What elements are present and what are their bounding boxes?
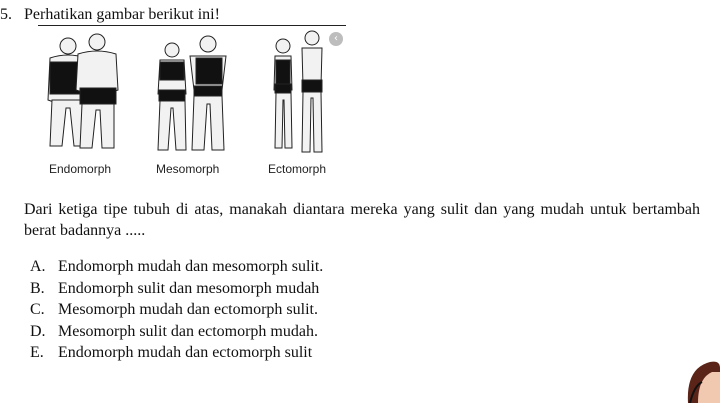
body-type-figure [40,28,350,180]
option-letter: B. [30,279,45,297]
title-underline [38,25,346,26]
caption-endomorph: Endomorph [49,162,112,176]
option-d[interactable] [30,321,323,343]
option-text: Endomorph sulit dan mesomorph mudah [58,279,320,297]
option-text: Endomorph mudah dan mesomorph sulit. [58,258,324,275]
option-letter: C. [30,301,45,318]
endomorph-figures [48,34,118,148]
caption-ectomorph: Ectomorph [268,162,327,176]
avatar [680,358,720,403]
caption-mesomorph: Mesomorph [156,162,220,176]
option-text: Mesomorph sulit dan ectomorph mudah. [58,322,318,340]
body-type-illustration [40,28,350,168]
option-letter: D. [30,322,46,340]
option-a[interactable] [30,256,323,278]
mesomorph-figures [158,36,226,150]
question-title: Perhatikan gambar berikut ini! [24,6,220,23]
option-b[interactable] [30,278,323,300]
option-letter: E. [30,344,44,361]
answer-options [30,256,323,364]
option-e[interactable] [30,342,323,364]
option-c[interactable] [30,299,323,321]
ectomorph-figures [274,31,322,152]
option-text: Endomorph mudah dan ectomorph sulit [58,344,313,361]
chevron-left-icon[interactable]: ‹ [329,32,343,46]
option-text: Mesomorph mudah dan ectomorph sulit. [58,301,318,318]
option-letter: A. [30,258,46,275]
question-text: Dari ketiga tipe tubuh di atas, manakah diantara mereka yang sulit dan yang mudah untuk bertambah berat badannya ..... [24,201,700,239]
question-number: 5. [0,6,12,23]
